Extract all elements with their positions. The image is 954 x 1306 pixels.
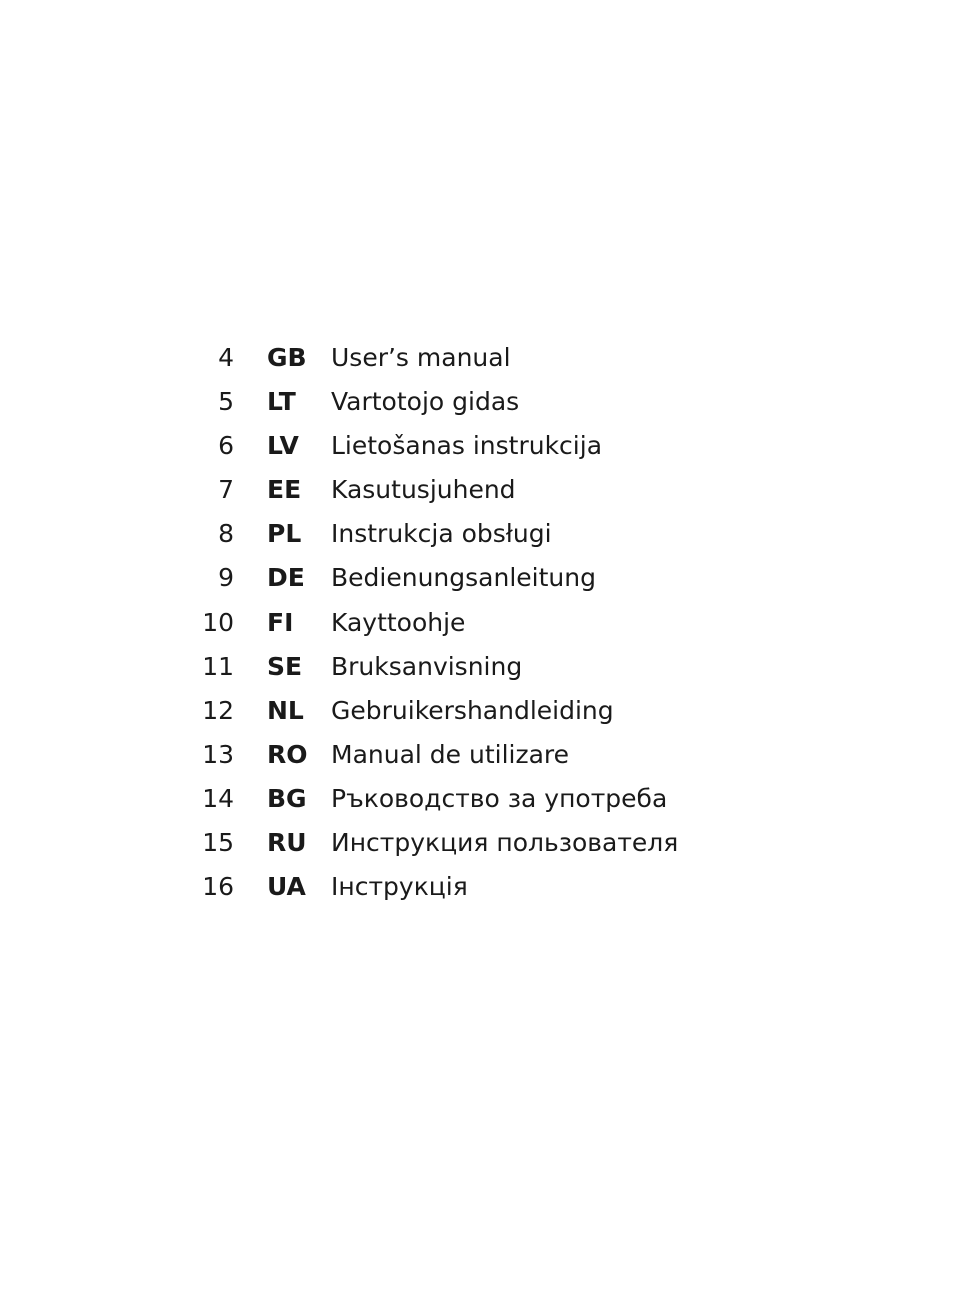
toc-page-number: 8 (218, 519, 234, 549)
toc-row-lv (0, 424, 954, 468)
toc-row-ro (0, 733, 954, 777)
toc-page-number: 13 (202, 739, 234, 769)
toc-language-code: PL (267, 519, 302, 549)
toc-title: Інструкція (331, 872, 468, 902)
toc-page-number: 7 (218, 475, 234, 505)
toc-row-ua (0, 865, 954, 909)
toc-language-code: EE (267, 475, 302, 505)
toc-page-number: 4 (218, 343, 234, 372)
toc-page-number: 14 (202, 783, 234, 813)
toc-language-code: BG (267, 783, 307, 813)
toc-title: User’s manual (331, 343, 511, 372)
toc-title: Bedienungsanleitung (331, 563, 596, 593)
toc-row-ru (0, 821, 954, 865)
toc-row-lt (0, 380, 954, 424)
toc-language-code: LT (267, 387, 296, 417)
toc-page-number: 10 (202, 607, 234, 637)
toc-title: Kasutusjuhend (331, 475, 516, 505)
toc-title: Kayttoohje (331, 607, 466, 637)
toc-title: Bruksanvisning (331, 651, 523, 681)
toc-page-number: 15 (202, 828, 234, 858)
toc-row-bg (0, 777, 954, 821)
toc-title: Инструкция пользователя (331, 828, 679, 858)
toc-page-number: 6 (218, 431, 234, 461)
toc-row-ee (0, 468, 954, 512)
toc-page-number: 12 (202, 695, 234, 725)
toc-language-code: FI (267, 607, 294, 637)
toc-title: Gebruikershandleiding (331, 695, 614, 725)
toc-row-pl (0, 512, 954, 556)
toc-language-code: DE (267, 563, 305, 593)
toc-language-code: GB (267, 343, 307, 372)
toc-language-code: RO (267, 739, 308, 769)
toc-row-de (0, 556, 954, 600)
toc-title: Vartotojo gidas (331, 387, 520, 417)
toc-title: Manual de utilizare (331, 739, 570, 769)
toc-page-number: 5 (218, 387, 234, 417)
toc-title: Lietošanas instrukcija (331, 431, 603, 461)
toc-page-number: 11 (202, 651, 234, 681)
toc-page-number: 9 (218, 563, 234, 593)
toc-row-fi (0, 601, 954, 645)
toc-language-code: LV (267, 431, 299, 461)
toc-title: Ръководство за употреба (331, 783, 668, 813)
toc-language-code: SE (267, 651, 303, 681)
toc-language-code: RU (267, 828, 307, 858)
toc-language-code: UA (267, 872, 306, 902)
toc-row-gb (0, 336, 954, 380)
table-of-contents (0, 336, 954, 909)
toc-row-se (0, 645, 954, 689)
toc-row-nl (0, 689, 954, 733)
toc-title: Instrukcja obsługi (331, 519, 552, 549)
toc-page-number: 16 (202, 872, 234, 902)
toc-language-code: NL (267, 695, 304, 725)
